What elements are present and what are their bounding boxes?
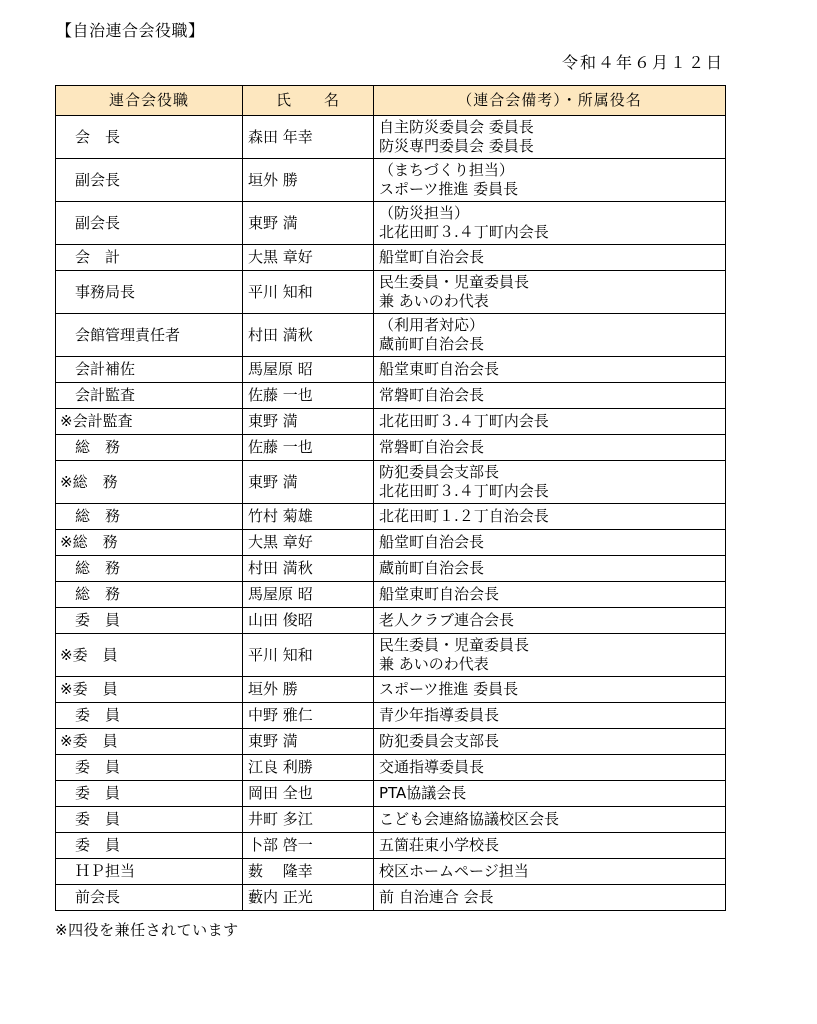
cell-role: 総 務 xyxy=(56,582,243,608)
cell-note xyxy=(374,703,726,729)
cell-name: 東野 満 xyxy=(243,461,374,504)
note-line: 北花田町３.４丁町内会長 xyxy=(379,223,549,241)
cell-note xyxy=(374,833,726,859)
table-row xyxy=(56,703,726,729)
table-row xyxy=(56,859,726,885)
cell-role: ＨＰ担当 xyxy=(56,859,243,885)
cell-role: 委 員 xyxy=(56,833,243,859)
cell-name: 薮 隆幸 xyxy=(243,859,374,885)
note-line: 防犯委員会支部長 xyxy=(379,732,500,750)
cell-role: ※委 員 xyxy=(56,634,243,677)
cell-name: 竹村 菊雄 xyxy=(243,504,374,530)
note-line: 北花田町３.４丁町内会長 xyxy=(379,412,549,430)
cell-name: 岡田 全也 xyxy=(243,781,374,807)
cell-note xyxy=(374,409,726,435)
table-row xyxy=(56,271,726,314)
cell-role: 委 員 xyxy=(56,608,243,634)
cell-note xyxy=(374,677,726,703)
cell-note xyxy=(374,245,726,271)
document-title: 【自治連合会役職】 xyxy=(56,21,205,40)
note-line: 兼 あいのわ代表 xyxy=(379,292,489,310)
cell-role: 総 務 xyxy=(56,504,243,530)
cell-role: 委 員 xyxy=(56,807,243,833)
cell-name: 村田 満秋 xyxy=(243,556,374,582)
cell-note xyxy=(374,461,726,504)
note-line: 青少年指導委員長 xyxy=(379,706,500,724)
cell-name: 平川 知和 xyxy=(243,271,374,314)
cell-role: ※会計監査 xyxy=(56,409,243,435)
cell-name: 大黒 章好 xyxy=(243,245,374,271)
cell-note xyxy=(374,159,726,202)
cell-role: 副会長 xyxy=(56,159,243,202)
note-line: 北花田町３.４丁町内会長 xyxy=(379,482,549,500)
note-line: 蔵前町自治会長 xyxy=(379,335,485,353)
cell-role: 会 計 xyxy=(56,245,243,271)
cell-name: 卜部 啓一 xyxy=(243,833,374,859)
cell-name: 平川 知和 xyxy=(243,634,374,677)
footnote: ※四役を兼任されています xyxy=(55,921,239,939)
cell-name: 佐藤 一也 xyxy=(243,383,374,409)
note-line: 民生委員・児童委員長 xyxy=(379,273,530,291)
note-line: 自主防災委員会 委員長 xyxy=(379,118,534,136)
cell-name: 佐藤 一也 xyxy=(243,435,374,461)
cell-role: 事務局長 xyxy=(56,271,243,314)
note-line: 交通指導委員長 xyxy=(379,758,485,776)
note-line: 蔵前町自治会長 xyxy=(379,559,485,577)
cell-role: 会計監査 xyxy=(56,383,243,409)
cell-note xyxy=(374,383,726,409)
note-line: 防犯委員会支部長 xyxy=(379,463,500,481)
cell-role: ※総 務 xyxy=(56,530,243,556)
note-line: 前 自治連合 会長 xyxy=(379,888,494,906)
note-line: PTA協議会長 xyxy=(379,784,467,802)
cell-role: ※委 員 xyxy=(56,677,243,703)
note-line: 常磐町自治会長 xyxy=(379,438,485,456)
cell-note xyxy=(374,271,726,314)
note-line: 北花田町１.２丁自治会長 xyxy=(379,507,549,525)
table-row xyxy=(56,755,726,781)
note-line: スポーツ推進 委員長 xyxy=(379,680,519,698)
cell-note xyxy=(374,608,726,634)
cell-name: 東野 満 xyxy=(243,202,374,245)
cell-name: 藪内 正光 xyxy=(243,885,374,911)
table-body xyxy=(56,116,726,911)
cell-note xyxy=(374,357,726,383)
note-line: 老人クラブ連合会長 xyxy=(379,611,515,629)
cell-note xyxy=(374,504,726,530)
note-line: 船堂東町自治会長 xyxy=(379,585,500,603)
cell-note xyxy=(374,634,726,677)
cell-role: 委 員 xyxy=(56,703,243,729)
cell-name: 村田 満秋 xyxy=(243,314,374,357)
header-note: （連合会備考）・所属役名 xyxy=(374,86,726,116)
table-row xyxy=(56,634,726,677)
note-line: 民生委員・児童委員長 xyxy=(379,636,530,654)
cell-role: 委 員 xyxy=(56,755,243,781)
cell-role: 副会長 xyxy=(56,202,243,245)
note-line: 校区ホームページ担当 xyxy=(379,862,529,880)
cell-name: 山田 俊昭 xyxy=(243,608,374,634)
note-line: 常磐町自治会長 xyxy=(379,386,485,404)
cell-name: 垣外 勝 xyxy=(243,677,374,703)
cell-name: 井町 多江 xyxy=(243,807,374,833)
cell-name: 東野 満 xyxy=(243,409,374,435)
cell-role: ※委 員 xyxy=(56,729,243,755)
table-row xyxy=(56,833,726,859)
cell-note xyxy=(374,781,726,807)
note-line: （まちづくり担当） xyxy=(379,161,514,179)
cell-name: 馬屋原 昭 xyxy=(243,357,374,383)
cell-note xyxy=(374,859,726,885)
table-row xyxy=(56,357,726,383)
header-name: 氏 名 xyxy=(243,86,374,116)
cell-note xyxy=(374,755,726,781)
cell-name: 森田 年幸 xyxy=(243,116,374,159)
table-row xyxy=(56,885,726,911)
table-row xyxy=(56,530,726,556)
note-line: 船堂町自治会長 xyxy=(379,533,485,551)
cell-note xyxy=(374,582,726,608)
officer-table xyxy=(55,85,726,911)
table-row xyxy=(56,582,726,608)
table-row xyxy=(56,202,726,245)
table-row xyxy=(56,556,726,582)
document-date: 令和４年６月１２日 xyxy=(561,53,724,72)
cell-name: 江良 利勝 xyxy=(243,755,374,781)
note-line: スポーツ推進 委員長 xyxy=(379,180,519,198)
cell-note xyxy=(374,530,726,556)
table-row xyxy=(56,314,726,357)
cell-role: 会計補佐 xyxy=(56,357,243,383)
note-line: （防災担当） xyxy=(379,204,470,222)
cell-name: 中野 雅仁 xyxy=(243,703,374,729)
cell-name: 大黒 章好 xyxy=(243,530,374,556)
note-line: 防災専門委員会 委員長 xyxy=(379,137,534,155)
table-row xyxy=(56,729,726,755)
table-row xyxy=(56,383,726,409)
cell-role: 総 務 xyxy=(56,556,243,582)
note-line: 船堂東町自治会長 xyxy=(379,360,500,378)
table-row xyxy=(56,409,726,435)
cell-note xyxy=(374,116,726,159)
cell-role: 前会長 xyxy=(56,885,243,911)
cell-note xyxy=(374,885,726,911)
table-row xyxy=(56,504,726,530)
table-row xyxy=(56,159,726,202)
header-role: 連合会役職 xyxy=(56,86,243,116)
cell-note xyxy=(374,202,726,245)
table-row xyxy=(56,245,726,271)
cell-role: 委 員 xyxy=(56,781,243,807)
cell-note xyxy=(374,807,726,833)
cell-name: 東野 満 xyxy=(243,729,374,755)
note-line: 五箇荘東小学校長 xyxy=(379,836,500,854)
cell-note xyxy=(374,435,726,461)
cell-role: ※総 務 xyxy=(56,461,243,504)
cell-note xyxy=(374,556,726,582)
note-line: こども会連絡協議校区会長 xyxy=(379,810,560,828)
cell-name: 垣外 勝 xyxy=(243,159,374,202)
note-line: （利用者対応） xyxy=(379,316,485,334)
table-row xyxy=(56,781,726,807)
cell-role: 総 務 xyxy=(56,435,243,461)
cell-name: 馬屋原 昭 xyxy=(243,582,374,608)
cell-role: 会館管理責任者 xyxy=(56,314,243,357)
table-row xyxy=(56,461,726,504)
table-row xyxy=(56,116,726,159)
note-line: 兼 あいのわ代表 xyxy=(379,655,489,673)
table-header-row xyxy=(56,86,726,116)
table-row xyxy=(56,807,726,833)
note-line: 船堂町自治会長 xyxy=(379,248,485,266)
cell-note xyxy=(374,314,726,357)
cell-role: 会 長 xyxy=(56,116,243,159)
table-row xyxy=(56,435,726,461)
cell-note xyxy=(374,729,726,755)
table-row xyxy=(56,677,726,703)
table-row xyxy=(56,608,726,634)
